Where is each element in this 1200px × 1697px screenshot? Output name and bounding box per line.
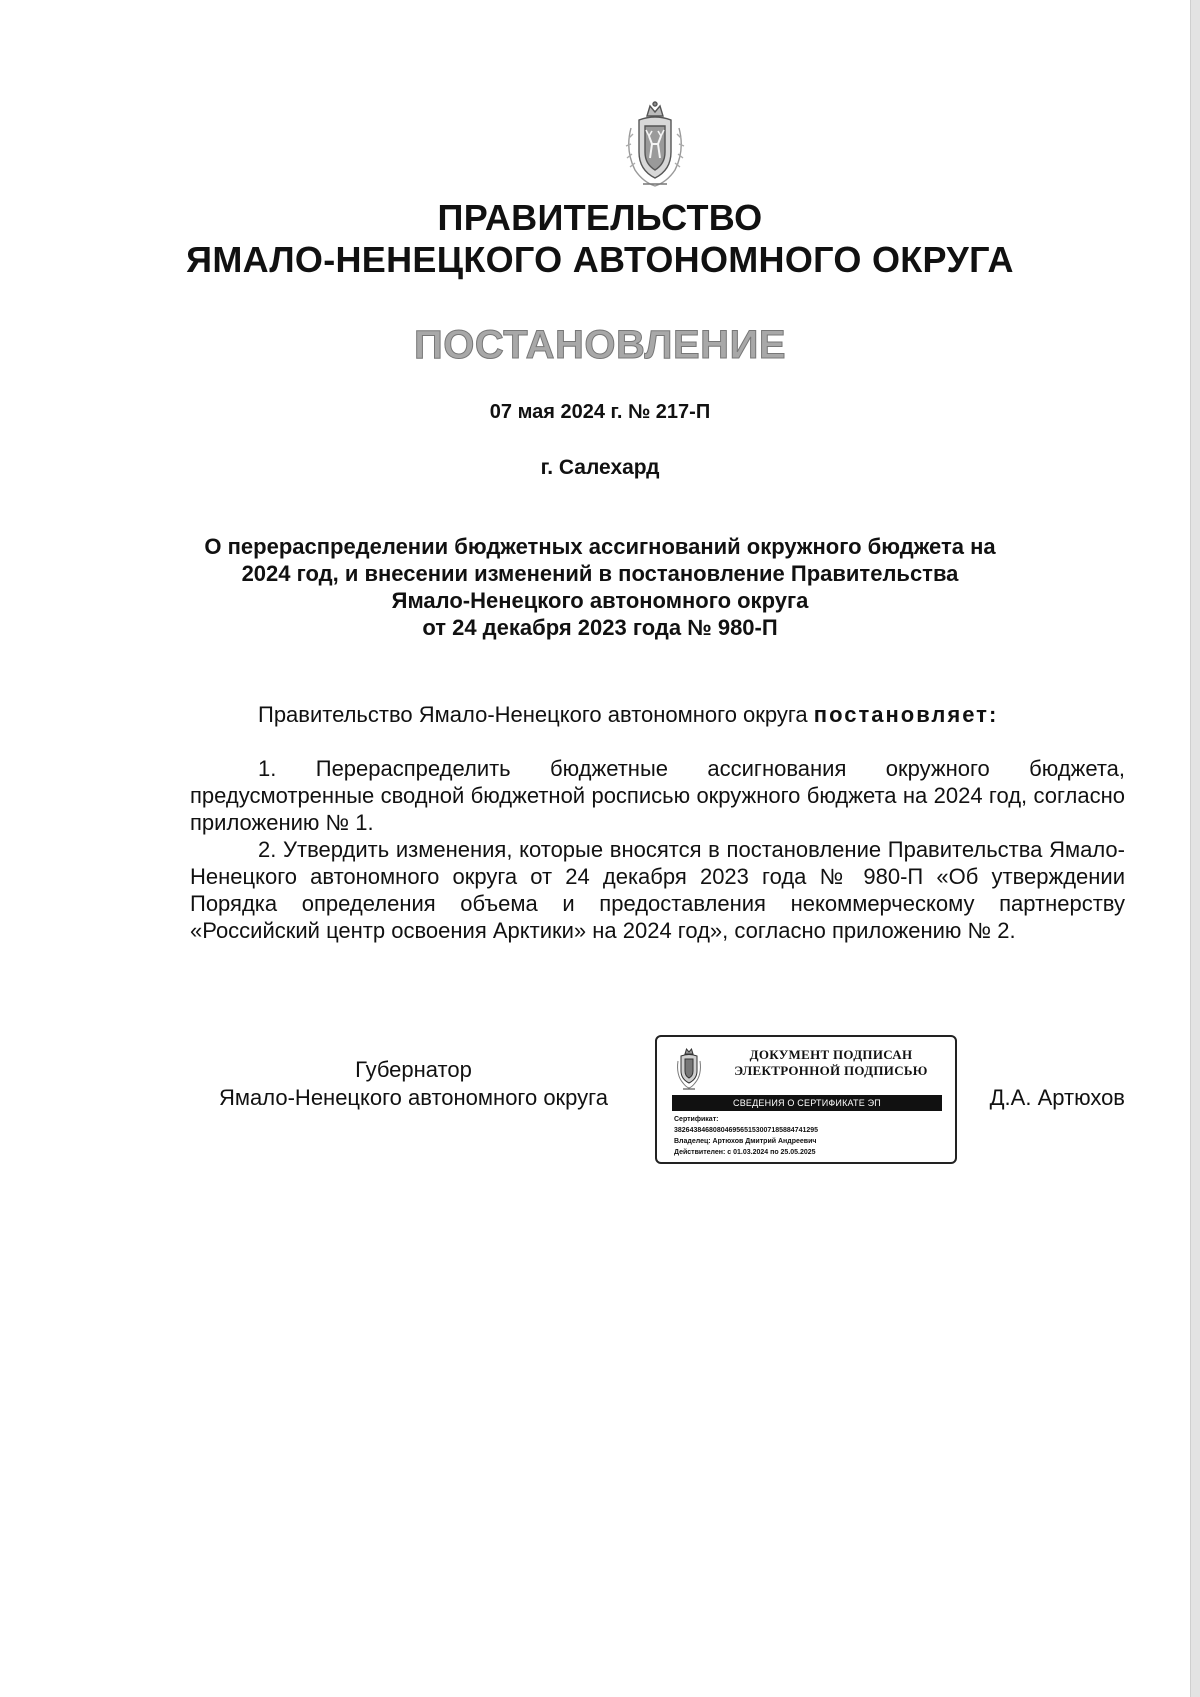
subject-line-2: 2024 год, и внесении изменений в постановление Правительства xyxy=(241,561,959,586)
stamp-owner: Владелец: Артюхов Дмитрий Андреевич xyxy=(674,1138,817,1145)
government-title-line-2: ЯМАЛО-НЕНЕЦКОГО АВТОНОМНОГО ОКРУГА xyxy=(186,239,1014,280)
subject-line-3: Ямало-Ненецкого автономного округа xyxy=(391,588,809,613)
stamp-title xyxy=(713,1047,949,1079)
document-date-number: 07 мая 2024 г. № 217-П xyxy=(489,401,711,423)
document-subject xyxy=(150,533,1050,641)
stamp-validity: Действителен: с 01.03.2024 по 25.05.2025 xyxy=(674,1149,816,1156)
intro-paragraph xyxy=(190,701,1125,728)
resolution-item-2: 2. Утвердить изменения, которые вносятся в постановление Правительства Ямало-Ненецкого автономного округа от 24 декабря 2023 года № 980-П «Об утверждении Порядка определения объема и предоставления некоммерческому партнерству «Российский центр освоения Арктики» на 2024 год», согласно приложению № 2. xyxy=(190,837,1125,943)
stamp-cert-number: 3826438468080469565153007185884741295 xyxy=(674,1127,819,1134)
electronic-signature-stamp xyxy=(655,1035,957,1164)
signatory-position-line-1: Губернатор xyxy=(355,1057,472,1082)
resolution-items xyxy=(190,755,1125,944)
page-edge-divider xyxy=(1190,0,1200,1697)
resolution-item-1: 1. Перераспределить бюджетные ассигнования окружного бюджета, предусмотренные сводной бюджетной росписью окружного бюджета на 2024 год, согласно приложению № 1. xyxy=(190,756,1125,835)
yamal-coat-of-arms-icon xyxy=(619,100,691,192)
document-type: ПОСТАНОВЛЕНИЕ xyxy=(413,323,786,367)
stamp-certificate-details xyxy=(674,1114,949,1158)
subject-line-1: О перераспределении бюджетных ассигнований окружного бюджета на xyxy=(204,534,996,559)
signatory-position xyxy=(186,1056,641,1112)
government-title-line-1: ПРАВИТЕЛЬСТВО xyxy=(437,197,763,238)
stamp-coat-of-arms-icon xyxy=(675,1047,703,1091)
stamp-title-line-1: ДОКУМЕНТ ПОДПИСАН xyxy=(749,1047,913,1062)
subject-line-4: от 24 декабря 2023 года № 980-П xyxy=(422,615,778,640)
document-city: г. Салехард xyxy=(540,456,660,479)
stamp-certificate-bar: СВЕДЕНИЯ О СЕРТИФИКАТЕ ЭП xyxy=(672,1095,942,1111)
government-title xyxy=(100,197,1100,281)
stamp-cert-label: Сертификат: xyxy=(674,1116,719,1123)
intro-verb: постановляет: xyxy=(813,702,999,727)
signatory-position-line-2: Ямало-Ненецкого автономного округа xyxy=(219,1085,608,1110)
stamp-title-line-2: ЭЛЕКТРОННОЙ ПОДПИСЬЮ xyxy=(734,1063,928,1078)
signatory-name: Д.А. Артюхов xyxy=(989,1085,1125,1110)
intro-text: Правительство Ямало-Ненецкого автономного округа xyxy=(258,702,814,727)
